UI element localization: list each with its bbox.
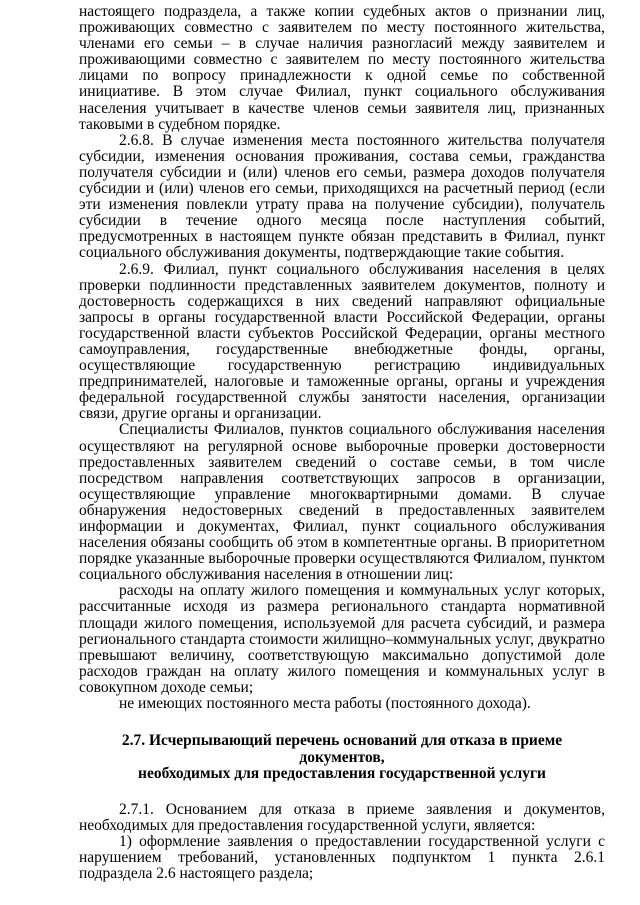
paragraph-item-1: 1) оформление заявления о предоставлении государственной услуги с нарушением требований, установленных подпунктом 1 пункта 2.6.1 подраздела 2.6 настоящего раздела; bbox=[79, 832, 605, 882]
paragraph-2-7-1: 2.7.1. Основанием для отказа в приеме заявления и документов, необходимых для предоставления государственной услуги, является: bbox=[79, 800, 605, 834]
paragraph-continuation: настоящего подраздела, а также копии судебных актов о признании лиц, проживающих совместно с заявителем по месту постоянного жительства, членами его семьи – в случае наличия разногласий между заявителем и проживающими совместно с заявителем по месту постоянного жительства лицами по вопросу принадлежности к одной семье по собственной инициативе. В этом случае Филиал, пункт социального обслуживания населения учитывает в качестве членов семьи заявителя лиц, признанных таковыми в судебном порядке. bbox=[79, 3, 605, 133]
paragraph-expenses: расходы на оплату жилого помещения и коммунальных услуг которых, рассчитанные исходя из размера регионального стандарта нормативной площади жилого помещения, используемой для расчета субсидий, и размера регионального стандарта стоимости жилищно–коммунальных услуг, двукратно превышают величину, соответствующую максимально допустимой доле расходов граждан на оплату жилого помещения и коммунальных услуг в совокупном доходе семьи; bbox=[79, 582, 605, 696]
paragraph-no-permanent-job: не имеющих постоянного места работы (постоянного дохода). bbox=[119, 695, 531, 713]
section-heading-line-1: 2.7. Исчерпывающий перечень оснований для отказа в приеме документов, bbox=[121, 732, 563, 766]
document-page bbox=[79, 4, 605, 882]
section-heading-line-2: необходимых для предоставления государственной услуги bbox=[138, 765, 546, 783]
paragraph-2-6-9: 2.6.9. Филиал, пункт социального обслуживания населения в целях проверки подлинности представленных заявителем документов, полноту и достоверность содержащихся в них сведений направляют официальные запросы в органы государственной власти Российской Федерации, органы государственной власти субъектов Российской Федерации, органы местного самоуправления, государственные внебюджетные фонды, органы, осуществляющие государственную регистрацию индивидуальных предпринимателей, налоговые и таможенные органы, органы и учреждения федеральной государственной службы занятости населения, организации связи, другие органы и организации. bbox=[79, 260, 605, 423]
paragraph-specialists: Специалисты Филиалов, пунктов социального обслуживания населения осуществляют на регулярной основе выборочные проверки достоверности предоставленных заявителем сведений о составе семьи, в том числе посредством направления соответствующих запросов в организации, осуществляющие управление многоквартирными домами. В случае обнаружения недостоверных сведений в предоставленных заявителем информации и документах, Филиал, пункт социального обслуживания населения обязаны сообщить об этом в компетентные органы. В приоритетном порядке указанные выборочные проверки осуществляются Филиалом, пунктом социального обслуживания населения в отношении лиц: bbox=[79, 421, 605, 584]
section-heading-2-7 bbox=[79, 733, 605, 783]
paragraph-2-6-8: 2.6.8. В случае изменения места постоянного жительства получателя субсидии, изменения основания проживания, состава семьи, гражданства получателя субсидии и (или) членов его семьи, размера доходов получателя субсидии и (или) членов его семьи, приходящихся на расчетный период (если эти изменения повлекли утрату права на получение субсидии), получатель субсидии в течение одного месяца после наступления событий, предусмотренных в настоящем пункте обязан представить в Филиал, пункт социального обслуживания документы, подтверждающие такие события. bbox=[79, 131, 605, 262]
